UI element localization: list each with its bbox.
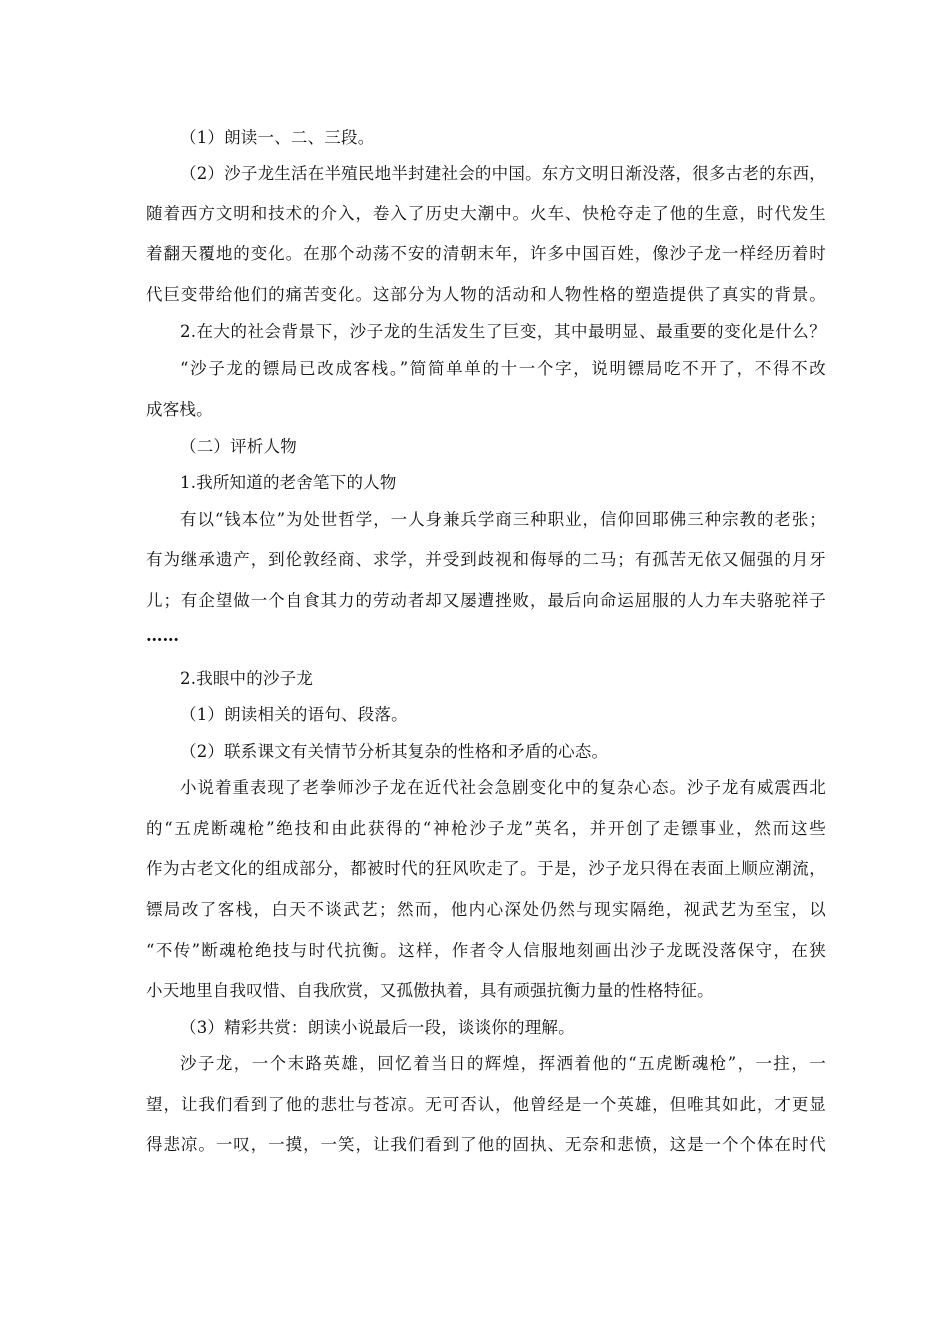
text-line-2: （2）沙子龙生活在半殖民地半封建社会的中国。东方文明日渐没落，很多古老的东西， [180, 164, 826, 183]
ellipsis-line: …… [146, 626, 179, 645]
text-line-20: 作为古老文化的组成部分，都被时代的狂风吹走了。于是，沙子龙只得在表面上顺应潮流， [146, 859, 826, 878]
text-line-13: 儿；有企望做一个自食其力的劳动者却又屡遭挫败，最后向命运屈服的人力车夫骆驼祥子 [146, 591, 826, 610]
text-line-6: 2.在大的社会背景下，沙子龙的生活发生了巨变，其中最明显、最重要的变化是什么？ [180, 322, 826, 341]
text-line-26: 望，让我们看到了他的悲壮与苍凉。无可否认，他曾经是一个英雄，但唯其如此，才更显 [146, 1095, 826, 1114]
text-line-27: 得悲凉。一叹，一摸，一笑，让我们看到了他的固执、无奈和悲愤，这是一个个体在时代 [146, 1135, 826, 1154]
text-line-24: （3）精彩共赏：朗读小说最后一段，谈谈你的理解。 [180, 1018, 575, 1037]
text-line-4: 着翻天覆地的变化。在那个动荡不安的清朝末年，许多中国百姓，像沙子龙一样经历着时 [146, 244, 826, 263]
text-line-12: 有为继承遗产，到伦敦经商、求学，并受到歧视和侮辱的二马；有孤苦无依又倔强的月牙 [146, 550, 826, 569]
text-line-11: 有以“钱本位”为处世哲学，一人身兼兵学商三种职业，信仰回耶佛三种宗教的老张； [180, 510, 826, 529]
text-line-23: 小天地里自我叹惜、自我欣赏，又孤傲执着，具有顽强抗衡力量的性格特征。 [146, 981, 714, 1000]
text-line-3: 随着西方文明和技术的介入，卷入了历史大潮中。火车、快枪夺走了他的生意，时代发生 [146, 204, 826, 223]
text-line-25: 沙子龙，一个末路英雄，回忆着当日的辉煌，挥洒着他的“五虎断魂枪”，一拄，一 [180, 1054, 826, 1073]
text-line-17: （2）联系课文有关情节分析其复杂的性格和矛盾的心态。 [180, 742, 609, 761]
text-line-18: 小说着重表现了老拳师沙子龙在近代社会急剧变化中的复杂心态。沙子龙有威震西北 [180, 778, 826, 797]
subheading-1: 1.我所知道的老舍笔下的人物 [180, 473, 397, 492]
text-line-21: 镖局改了客栈，白天不谈武艺；然而，他内心深处仍然与现实隔绝，视武艺为至宝，以 [146, 900, 826, 919]
text-line-16: （1）朗读相关的语句、段落。 [180, 705, 408, 724]
text-line-1: （1）朗读一、二、三段。 [180, 128, 375, 147]
subheading-2: 2.我眼中的沙子龙 [180, 669, 314, 688]
text-line-19: 的“五虎断魂枪”绝技和由此获得的“神枪沙子龙”英名，并开创了走镖事业，然而这些 [146, 819, 826, 838]
text-line-8: 成客栈。 [146, 400, 213, 419]
text-line-22: “不传”断魂枪绝技与时代抗衡。这样，作者令人信服地刻画出沙子龙既没落保守，在狭 [146, 941, 826, 960]
section-heading: （二）评析人物 [180, 437, 297, 456]
text-line-7: “沙子龙的镖局已改成客栈。”简简单单的十一个字，说明镖局吃不开了，不得不改 [180, 359, 826, 378]
text-line-5: 代巨变带给他们的痛苦变化。这部分为人物的活动和人物性格的塑造提供了真实的背景。 [146, 285, 826, 304]
